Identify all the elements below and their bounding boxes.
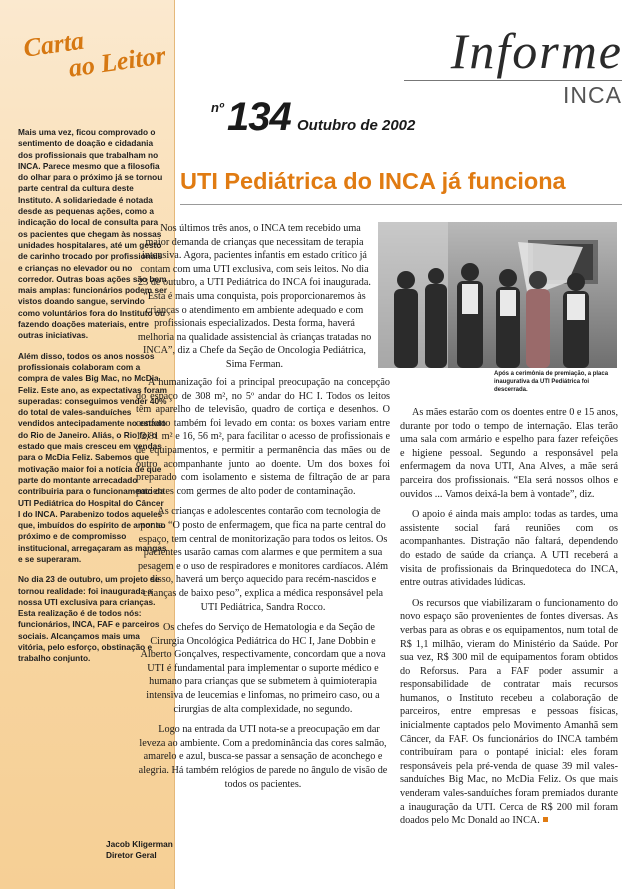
article-paragraph: O apoio é ainda mais amplo: todas as tardes, uma assistente social fará reuniões com os acompanhantes. Distração não faltará, dependendo do estado de saúde da criança. A UTI receberá a visita de profissionais da Brinquedoteca do INCA, entre outras atividades lúdicas. — [400, 509, 618, 589]
masthead-rule — [404, 80, 622, 81]
issue-date: Outubro de 2002 — [297, 117, 416, 134]
article-paragraph: A humanização foi a principal preocupação na concepção do espaço de 308 m², no 5º andar do HC I. Todos os leitos têm aparelho de televisão, quadro de cortiça e desenhos. O conforto também foi levado em conta: os boxes variam entre 12,81 m² e 16, 56 m², para facilitar o acesso de profissionais e de equipamentos, e permitir a permanência das mães ou de outro acompanhante junto ao doente. Um dos boxes foi preparado com isolamento e sistema de filtração de ar para pacientes com germes de alto poder de contaminação. — [136, 377, 390, 497]
end-of-article-mark — [543, 817, 548, 822]
article-paragraph: Logo na entrada da UTI nota-se a preocupação em dar leveza ao ambiente. Com a predominância das cores salmão, amarelo e azul, busca-se passar a sensação de aconchego e alegria. Há também relógios de parede no ângulo de visão de todos os pacientes. — [138, 724, 388, 790]
issue-number-label: nº — [211, 100, 224, 115]
sidebar-title — [8, 16, 178, 123]
article-paragraph: As mães estarão com os doentes entre 0 e 15 anos, durante por todo o tempo de internação. Elas terão uma sala com armário e espelho para fazer refeições e higiene pessoal. Segundo a responsável pela enfermagem da nova UTI, Ana Alves, a mãe será parceira dos profissionais. “Ela será nossos olhos e ouvidos ... Vamos deixá-la bem à vontade”, diz. — [400, 407, 618, 500]
photo-caption: Após a cerimônia de premiação, a placa inaugurativa da UTI Pediátrica foi descerrada. — [494, 371, 609, 393]
article-headline: UTI Pediátrica do INCA já funciona — [180, 168, 566, 194]
sidebar-paragraph: Mais uma vez, ficou comprovado o sentimento de doação e cidadania dos profissionais que trabalham no INCA. Parece mesmo que a filosofia do olhar para o próximo já se tornou parte central da cultura deste Instituto. A solidariedade é notada desde as pequenas ações, como a indicação do local de consulta para os pacientes que chegam às nossas unidades hospitalares, até um gesto de carinho trocado por profissionais e crianças no elevador ou no corredor. Outras boas ações são bem mais amplas: funcionários podem ser vistos doando sangue, servindo como voluntários fora do Instituto ou fazendo doações materiais, entre outras iniciativas. — [18, 127, 167, 341]
inauguration-photo — [378, 222, 617, 368]
article-paragraph: Os chefes do Serviço de Hematologia e da Seção de Cirurgia Oncológica Pediátrica do HC I, Jane Dobbin e Alberto Gonçalves, respectivamente, concordam que a nova UTI é fundamental para implementar o suporte médico e humano para crianças que se submetem à quimioterapia intensiva de leucemias e linfomas, no primeiro caso, ou a cirurgias de alta complexidade, no segundo. — [140, 622, 386, 715]
article-left-column — [136, 376, 390, 791]
sidebar-paragraph: No dia 23 de outubro, um projeto se tornou realidade: foi inaugurada a nossa UTI exclusiva para crianças. Esta realização é de todos nós: funcionários, INCA, FAF e parceiros sociais. Alcançamos mais uma vitória, pelo esforço, obstinação e trabalho conjunto. — [18, 574, 160, 664]
sidebar-signature — [106, 839, 176, 861]
masthead-sub-brand: INCA — [563, 82, 622, 108]
sidebar-title-line2: ao Leitor — [66, 40, 168, 83]
article-intro — [136, 222, 373, 372]
signature-name: Jacob Kligerman — [106, 839, 173, 849]
article-right-column — [400, 406, 618, 828]
sidebar-paragraph: Além disso, todos os anos nossos profissionais colaboram com a compra de vales Big Mac, no McDia Feliz. Este ano, as expectativas foram superadas: conseguimos vender 40% do total de vales-sanduíches vendidos antecipadamente no estado do Rio de Janeiro. Aliás, o Rio foi o estado que mais cresceu em vendas para o McDia Feliz. Sabemos que motivação maior foi a notícia de que parte do montante arrecadado contribuiria para o funcionamento da UTI Pediátrica do Hospital do Câncer I do INCA. Parabenizo todos aqueles que, imbuídos do espírito de amor ao próximo e de compromisso institucional, arregaçaram as mangas e se superaram. — [18, 350, 167, 564]
article-paragraph: Nos últimos três anos, o INCA tem recebido uma maior demanda de crianças que necessitam de terapia intensiva. Agora, pacientes infantis em estado crítico já contam com uma UTI exclusiva, com seis leitos. No dia 23 de outubro, a UTI Pediátrica do INCA foi inaugurada. “Esta é mais uma conquista, pois proporcionaremos às crianças o atendimento em ambiente adequado e com profissionais especializados. Desta forma, haverá melhoria na qualidade assistencial às crianças tratadas no INCA”, diz a Chefe da Seção de Oncologia Pediátrica, Sima Ferman. — [137, 223, 372, 370]
issue-number: 134 — [227, 95, 291, 139]
article-paragraph: As crianças e adolescentes contarão com tecnologia de ponta. “O posto de enfermagem, que fica na parte central do espaço, tem central de monitorização para todos os leitos. Os pacientes usarão camas com alarmes e que permitem a sua pesagem e o uso de respiradores e monitores cardíacos. Além disso, haverá um berço aquecido para recém-nascidos e crianças de baixo peso”, explica a médica responsável pela UTI Pediátrica, Sandra Rocco. — [137, 506, 389, 613]
article-paragraph-text: Os recursos que viabilizaram o funcionamento do novo espaço são provenientes de fontes diversas. As verbas para as obras e os equipamentos, num total de R$ 1,1 milhão, vieram do Ministério da Saúde. Por sua vez, R$ 300 mil de equipamentos foram obtidos do Reforsus. Para a FAF poder assumir a responsabilidade de contratar mais recursos humanos, o Instituto recebeu a colaboração de parceiros, entre empresas e pessoas físicas, inicialmente captados pelo Movimento Amanhã sem Câncer, da FAF. Os funcionários do INCA também contribuíram para o pontapé inicial: eles foram responsáveis pela pré-venda de quase 39 mil vales-sanduíches Big Mac, no McDia Feliz. Os que mais venderam vales-sanduíches foram premiados durante a inauguração da UTI. Cerca de R$ 200 mil foram doados pelo Mc Donald ao INCA. — [400, 597, 618, 827]
masthead-brand: Informe — [450, 23, 623, 79]
sidebar-title-line1: Carta — [21, 25, 86, 63]
inauguration-photo-illustration — [378, 222, 617, 368]
signature-role: Diretor Geral — [106, 850, 157, 860]
headline-rule — [180, 204, 622, 205]
article-paragraph — [400, 597, 618, 828]
